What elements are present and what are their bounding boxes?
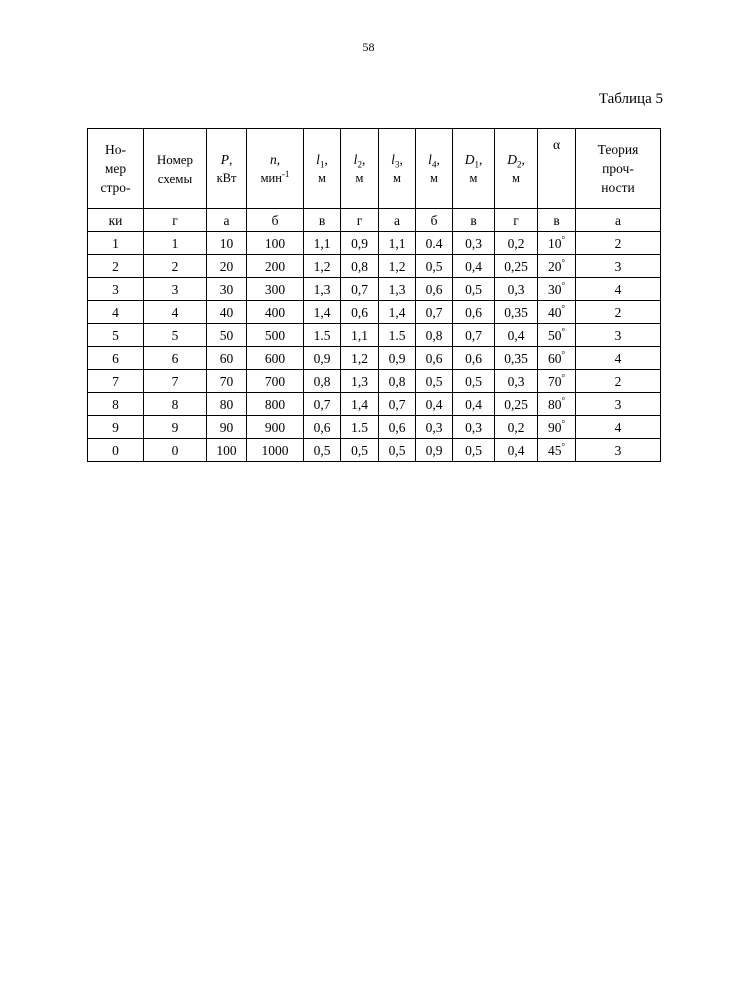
table-cell: 0,8: [379, 370, 416, 393]
letter-cell: а: [576, 209, 661, 232]
table-cell: 10: [207, 232, 247, 255]
table-cell: 20: [207, 255, 247, 278]
degree-sign: °: [561, 349, 566, 359]
letter-cell: г: [341, 209, 379, 232]
table-cell: 0,4: [416, 393, 453, 416]
degree-sign: °: [561, 303, 566, 313]
header-row-number-line: мер: [104, 161, 127, 176]
table-cell: 0,6: [416, 278, 453, 301]
degree-sign: °: [561, 418, 566, 428]
table-row: [88, 393, 661, 416]
header-l4-symbol: l: [428, 151, 432, 167]
letter-cell: г: [144, 209, 207, 232]
table-cell: 1,4: [304, 301, 341, 324]
table-cell: 0,6: [341, 301, 379, 324]
page-number: 58: [362, 40, 375, 54]
table-cell: 0,25: [495, 255, 538, 278]
header-theory: [576, 129, 661, 209]
header-power-symbol: P: [220, 151, 229, 167]
letter-cell: а: [207, 209, 247, 232]
table-cell: 0,5: [416, 370, 453, 393]
degree-sign: °: [561, 395, 566, 405]
table-cell: 0,3: [495, 278, 538, 301]
header-l3: $l_3$, м: [379, 129, 416, 209]
table-cell: 80: [207, 393, 247, 416]
header-l4: $l_4$, м: [416, 129, 453, 209]
header-l2-symbol: l: [353, 151, 358, 167]
letter-cell: а: [379, 209, 416, 232]
table-cell: 400: [247, 301, 304, 324]
header-l3-symbol: l: [391, 151, 395, 167]
table-cell: 4: [576, 278, 661, 301]
table-cell: 0,6: [453, 347, 495, 370]
table-cell: 0: [88, 439, 144, 462]
table-cell: 70: [207, 370, 247, 393]
table-cell: 1,2: [341, 347, 379, 370]
header-scheme-number: [144, 129, 207, 209]
table-cell: 1: [144, 232, 207, 255]
alpha-value: 40: [547, 304, 562, 320]
table-cell: 1.5: [379, 324, 416, 347]
table-cell: 0,4: [495, 324, 538, 347]
table-cell: 5: [88, 324, 144, 347]
table-cell: 1,3: [341, 370, 379, 393]
header-d2-unit: м: [512, 170, 520, 185]
header-l4-sub: 4: [431, 159, 437, 170]
header-scheme-line: Номер: [156, 151, 194, 167]
letter-cell: б: [247, 209, 304, 232]
table-cell: 100: [247, 232, 304, 255]
table-cell: 4: [88, 301, 144, 324]
header-rotation-unit: мин: [260, 170, 282, 185]
table-cell: [538, 416, 576, 439]
table-row: [88, 324, 661, 347]
table-cell: 3: [576, 255, 661, 278]
header-scheme-line: схемы: [157, 170, 193, 186]
table-cell: [538, 324, 576, 347]
header-alpha-symbol: α: [552, 137, 561, 152]
table-cell: 2: [576, 232, 661, 255]
table-cell: 0,35: [495, 347, 538, 370]
alpha-value: 20: [547, 258, 562, 274]
table-cell: 0,4: [453, 255, 495, 278]
table-cell: 8: [144, 393, 207, 416]
table-letter-row: [88, 209, 661, 232]
alpha-value: 90: [547, 419, 562, 435]
table-cell: 1.5: [304, 324, 341, 347]
table-cell: 2: [88, 255, 144, 278]
degree-sign: °: [561, 372, 566, 382]
table-cell: 800: [247, 393, 304, 416]
table-cell: 0,7: [341, 278, 379, 301]
alpha-value: 50: [547, 327, 562, 343]
table-cell: 0,9: [416, 439, 453, 462]
table-cell: 0,6: [304, 416, 341, 439]
table-cell: 0,4: [453, 393, 495, 416]
alpha-value: 45: [547, 442, 562, 458]
degree-sign: °: [561, 326, 566, 336]
table-row: [88, 370, 661, 393]
table-cell: 0,5: [379, 439, 416, 462]
table-cell: 3: [576, 439, 661, 462]
table-cell: 200: [247, 255, 304, 278]
table-cell: 0,3: [416, 416, 453, 439]
alpha-value: 70: [547, 373, 562, 389]
header-theory-line: Теория: [597, 142, 639, 157]
table-cell: 700: [247, 370, 304, 393]
header-d2-sub: 2: [516, 159, 522, 170]
table-cell: 6: [144, 347, 207, 370]
header-power-unit: кВт: [216, 170, 237, 185]
table-cell: 1000: [247, 439, 304, 462]
table-cell: 3: [576, 324, 661, 347]
header-l4-unit: м: [430, 170, 438, 185]
header-d1-sub: 1: [474, 159, 479, 170]
table-cell: 0,5: [453, 370, 495, 393]
table-cell: 0,9: [379, 347, 416, 370]
letter-cell: ки: [88, 209, 144, 232]
table-cell: 0,9: [341, 232, 379, 255]
letter-cell: в: [304, 209, 341, 232]
table-cell: 0,35: [495, 301, 538, 324]
table-cell: 1,3: [304, 278, 341, 301]
header-rotation: n, мин$^{-1}$: [247, 129, 304, 209]
table-cell: 0,2: [495, 416, 538, 439]
table-cell: [538, 439, 576, 462]
table-cell: 3: [144, 278, 207, 301]
header-alpha: [538, 129, 576, 209]
table-cell: 2: [144, 255, 207, 278]
table-cell: 90: [207, 416, 247, 439]
table-cell: 0,7: [453, 324, 495, 347]
table-cell: 0,6: [379, 416, 416, 439]
table-cell: 0,2: [495, 232, 538, 255]
table-cell: 0: [144, 439, 207, 462]
header-d1-symbol: D: [464, 151, 475, 167]
header-theory-line: ности: [601, 180, 635, 195]
table-cell: [538, 347, 576, 370]
degree-sign: °: [561, 280, 566, 290]
table-cell: [538, 370, 576, 393]
header-l2-unit: м: [355, 170, 364, 185]
table-cell: 30: [207, 278, 247, 301]
table-cell: [538, 278, 576, 301]
header-l2: $l_2$, м: [341, 129, 379, 209]
header-l1-unit: м: [318, 170, 326, 185]
table-cell: 500: [247, 324, 304, 347]
table-row: [88, 232, 661, 255]
alpha-value: 10: [547, 235, 562, 251]
table-cell: 0,3: [495, 370, 538, 393]
alpha-value: 60: [547, 350, 562, 366]
table-cell: 1,1: [379, 232, 416, 255]
degree-sign: °: [561, 257, 566, 267]
table-cell: 100: [207, 439, 247, 462]
table-cell: 3: [576, 393, 661, 416]
table-cell: 2: [576, 301, 661, 324]
alpha-value: 80: [547, 396, 562, 412]
table-cell: 0,6: [453, 301, 495, 324]
table-cell: 3: [88, 278, 144, 301]
parameters-table: [87, 128, 661, 462]
table-cell: 0,3: [453, 232, 495, 255]
table-cell: 0.4: [416, 232, 453, 255]
letter-cell: в: [538, 209, 576, 232]
table-cell: [538, 255, 576, 278]
letter-cell: в: [453, 209, 495, 232]
table-cell: 0,7: [379, 393, 416, 416]
table-cell: 1,4: [379, 301, 416, 324]
table-row: [88, 255, 661, 278]
header-row-number: [88, 129, 144, 209]
header-l2-sub: 2: [357, 159, 362, 170]
table-cell: 0,8: [304, 370, 341, 393]
table-row: [88, 278, 661, 301]
table-cell: 7: [144, 370, 207, 393]
header-l3-unit: м: [393, 170, 401, 185]
table-cell: 40: [207, 301, 247, 324]
header-rotation-symbol: n: [269, 151, 277, 167]
table-cell: 5: [144, 324, 207, 347]
header-row-number-line: Но-: [105, 142, 126, 157]
table-cell: [538, 232, 576, 255]
table-caption: Таблица 5: [598, 91, 663, 107]
table-cell: 0,8: [341, 255, 379, 278]
table-cell: 0,7: [416, 301, 453, 324]
table-cell: [538, 301, 576, 324]
header-power: P, кВт: [207, 129, 247, 209]
table-cell: 1,1: [341, 324, 379, 347]
table-cell: 4: [576, 347, 661, 370]
table-cell: 1,1: [304, 232, 341, 255]
table-cell: 300: [247, 278, 304, 301]
table-row: [88, 301, 661, 324]
table-cell: 4: [144, 301, 207, 324]
table-header-row: [88, 129, 661, 209]
letter-cell: б: [416, 209, 453, 232]
header-row-number-line: стро-: [100, 180, 131, 195]
table-cell: 9: [144, 416, 207, 439]
table-cell: 0,25: [495, 393, 538, 416]
table-row: [88, 439, 661, 462]
header-d1-unit: м: [469, 170, 478, 185]
table-row: [88, 347, 661, 370]
table-cell: 60: [207, 347, 247, 370]
alpha-value: 30: [547, 281, 562, 297]
table-cell: 0,5: [341, 439, 379, 462]
table-cell: 0,3: [453, 416, 495, 439]
table-cell: 1.5: [341, 416, 379, 439]
table-cell: 0,7: [304, 393, 341, 416]
table-cell: 1,3: [379, 278, 416, 301]
table-cell: [538, 393, 576, 416]
table-cell: 0,5: [304, 439, 341, 462]
table-cell: 50: [207, 324, 247, 347]
table-cell: 0,4: [495, 439, 538, 462]
table-cell: 0,5: [416, 255, 453, 278]
table-row: [88, 416, 661, 439]
table-cell: 1: [88, 232, 144, 255]
table-cell: 6: [88, 347, 144, 370]
table-cell: 0,8: [416, 324, 453, 347]
table-cell: 8: [88, 393, 144, 416]
table-cell: 0,9: [304, 347, 341, 370]
table-cell: 7: [88, 370, 144, 393]
header-d2-symbol: D: [507, 151, 517, 167]
header-rotation-exponent: -1: [281, 168, 290, 179]
table-cell: 1,4: [341, 393, 379, 416]
table-cell: 600: [247, 347, 304, 370]
degree-sign: °: [561, 441, 566, 451]
header-l1: $l_1$, м: [304, 129, 341, 209]
letter-cell: г: [495, 209, 538, 232]
table-cell: 2: [576, 370, 661, 393]
table-cell: 0,5: [453, 278, 495, 301]
table-cell: 0,6: [416, 347, 453, 370]
table-cell: 4: [576, 416, 661, 439]
header-d2: $D_2$, м: [495, 129, 538, 209]
header-d1: $D_1$, м: [453, 129, 495, 209]
table-cell: 0,5: [453, 439, 495, 462]
table-cell: 9: [88, 416, 144, 439]
header-l3-sub: 3: [394, 159, 400, 170]
table-cell: 900: [247, 416, 304, 439]
header-theory-line: проч-: [602, 161, 634, 176]
table-cell: 1,2: [379, 255, 416, 278]
header-l1-sub: 1: [319, 159, 325, 170]
header-l1-symbol: l: [316, 151, 320, 167]
degree-sign: °: [561, 234, 566, 244]
table-cell: 1,2: [304, 255, 341, 278]
